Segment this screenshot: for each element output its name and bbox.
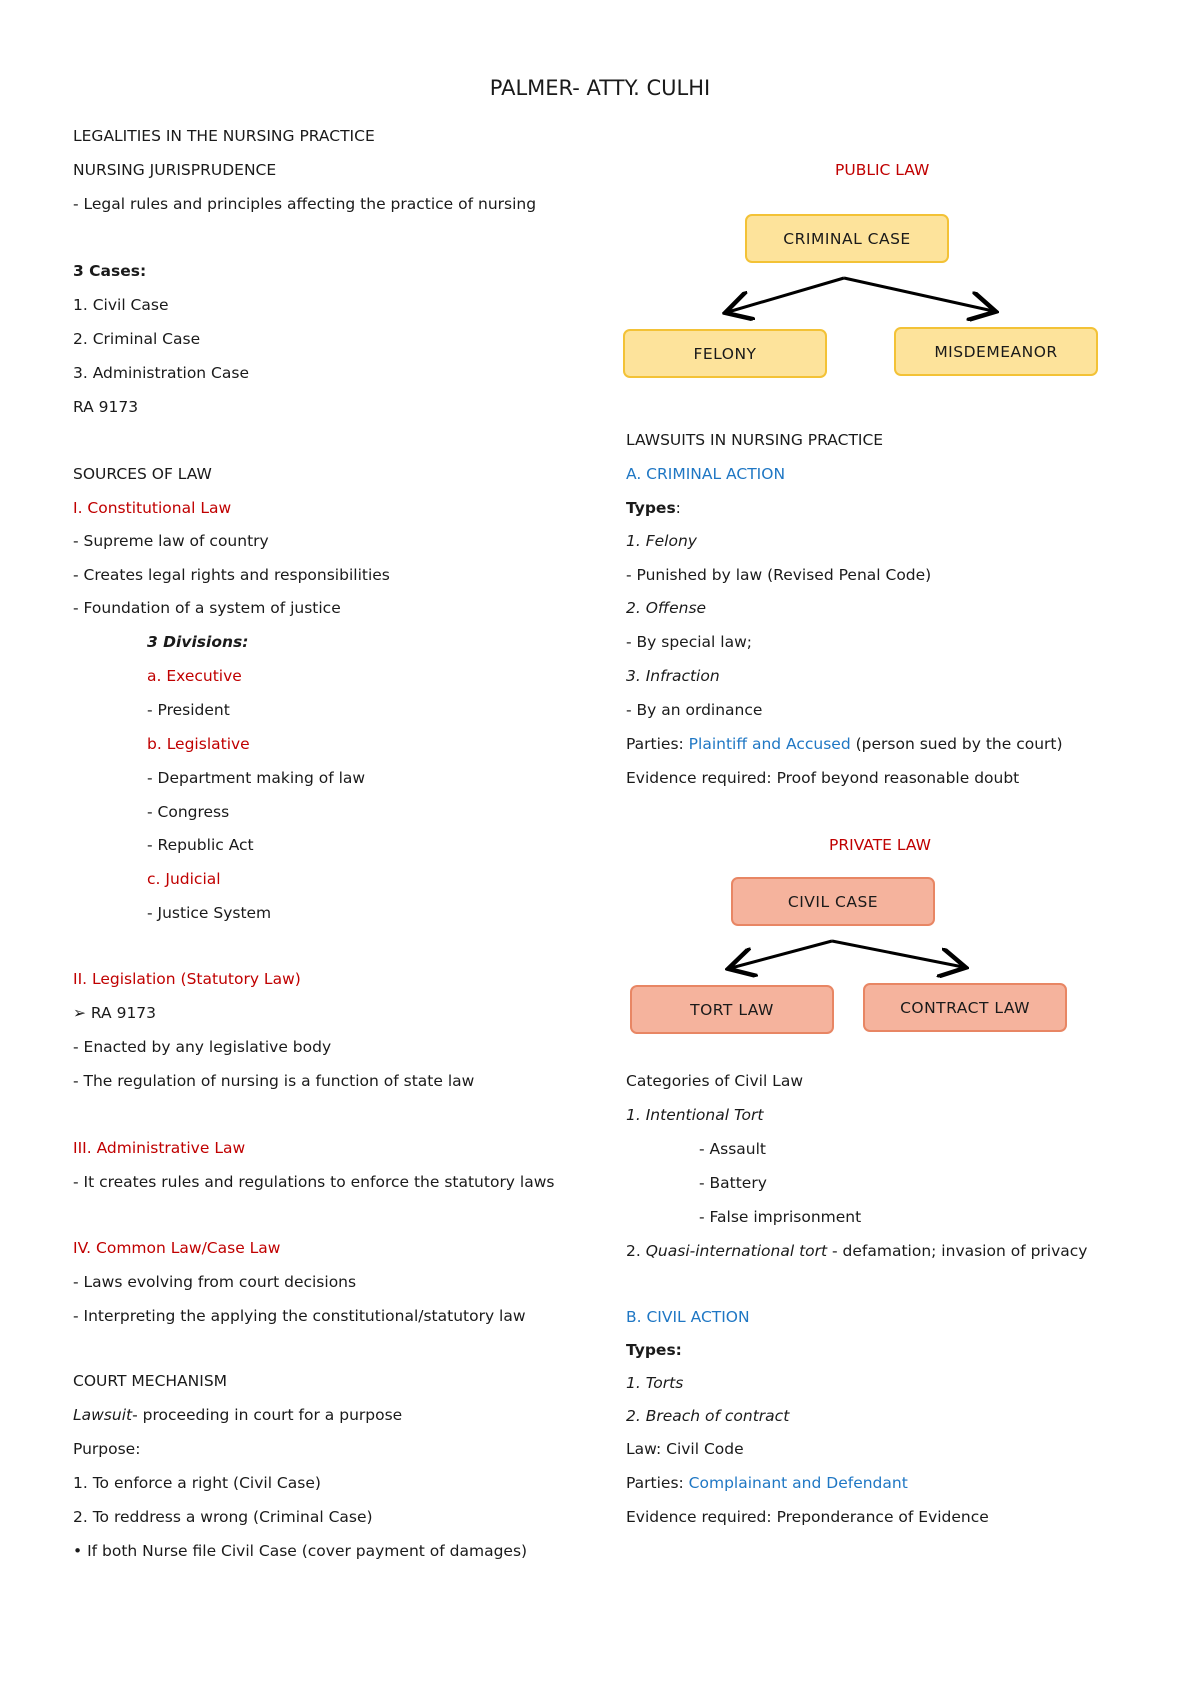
legislation-point: - The regulation of nursing is a function of state law [73,1072,475,1090]
type-infraction: 3. Infraction [626,667,720,685]
legislation-heading: II. Legislation (Statutory Law) [73,970,301,988]
contract-law-box: CONTRACT LAW [863,983,1067,1032]
law-label: Law: [626,1440,667,1458]
cases-title: 3 Cases: [73,262,147,280]
common-law-heading: IV. Common Law/Case Law [73,1239,281,1257]
parties-value: Complainant and Defendant [688,1474,908,1492]
divisions-title: 3 Divisions: [147,633,249,651]
type-felony: 1. Felony [626,532,697,550]
purpose-item: 1. To enforce a right (Civil Case) [73,1474,321,1492]
case-item: 3. Administration Case [73,364,249,382]
division-item: - Congress [147,803,230,821]
lawsuits-title: LAWSUITS IN NURSING PRACTICE [626,431,884,449]
constitutional-point: - Supreme law of country [73,532,269,550]
arrow-to-contract-law [832,941,963,967]
division-judicial: c. Judicial [147,870,221,888]
division-item: - Republic Act [147,836,254,854]
sources-title: SOURCES OF LAW [73,465,212,483]
constitutional-heading: I. Constitutional Law [73,499,232,517]
evidence-value: Preponderance of Evidence [776,1508,989,1526]
division-executive: a. Executive [147,667,242,685]
arrow-to-misdemeanor [844,278,993,311]
tort-item: - False imprisonment [699,1208,862,1226]
civil-action-heading: B. CIVIL ACTION [626,1308,750,1326]
common-law-point: - Interpreting the applying the constitutional/statutory law [73,1307,526,1325]
evidence-label: Evidence required: [626,1508,777,1526]
type-offense: 2. Offense [626,599,707,617]
evidence-value: Proof beyond reasonable doubt [776,769,1020,787]
legislation-point: ➢ RA 9173 [73,1004,157,1022]
civil-type-torts: 1. Torts [626,1374,684,1392]
types-colon: : [675,499,681,517]
evidence-label: Evidence required: [626,769,777,787]
division-legislative: b. Legislative [147,735,250,753]
common-law-point: - Laws evolving from court decisions [73,1273,357,1291]
division-item: - Justice System [147,904,272,922]
case-item: 1. Civil Case [73,296,169,314]
felony-box: FELONY [623,329,827,378]
quasi-desc: - defamation; invasion of privacy [827,1242,1088,1260]
parties-note: (person sued by the court) [850,735,1063,753]
tort-law-box: TORT LAW [630,985,834,1034]
parties-value: Plaintiff and Accused [688,735,851,753]
type-desc: - By special law; [626,633,752,651]
administrative-heading: III. Administrative Law [73,1139,246,1157]
division-item: - Department making of law [147,769,366,787]
jurisprudence-definition: - Legal rules and principles affecting the practice of nursing [73,195,537,213]
administrative-point: - It creates rules and regulations to enforce the statutory laws [73,1173,555,1191]
case-item: 2. Criminal Case [73,330,201,348]
lawsuit-term: Lawsuit [73,1406,133,1424]
constitutional-point: - Creates legal rights and responsibilities [73,566,390,584]
tort-item: - Assault [699,1140,766,1158]
public-law-label: PUBLIC LAW [835,161,930,179]
heading-jurisprudence: NURSING JURISPRUDENCE [73,161,277,179]
law-value: Civil Code [666,1440,744,1458]
tort-item: - Battery [699,1174,767,1192]
categories-heading: Categories of Civil Law [626,1072,803,1090]
purpose-item: 2. To reddress a wrong (Criminal Case) [73,1508,373,1526]
page-title: PALMER- ATTY. CULHI [489,76,711,100]
constitutional-point: - Foundation of a system of justice [73,599,341,617]
quasi-term: Quasi-international tort [645,1242,828,1260]
type-desc: - By an ordinance [626,701,763,719]
type-desc: - Punished by law (Revised Penal Code) [626,566,932,584]
civil-types: Types: [626,1341,682,1359]
legislation-point: - Enacted by any legislative body [73,1038,332,1056]
court-heading: COURT MECHANISM [73,1372,228,1390]
criminal-case-box: CRIMINAL CASE [745,214,949,263]
division-item: - President [147,701,230,719]
quasi-num: 2. [626,1242,646,1260]
lawsuit-def: - proceeding in court for a purpose [132,1406,403,1424]
parties-label: Parties: [626,1474,689,1492]
purpose-item: • If both Nurse file Civil Case (cover payment of damages) [73,1542,528,1560]
civil-case-box: CIVIL CASE [731,877,935,926]
purpose-label: Purpose: [73,1440,141,1458]
criminal-action-heading: A. CRIMINAL ACTION [626,465,786,483]
heading-legalities: LEGALITIES IN THE NURSING PRACTICE [73,127,375,145]
misdemeanor-box: MISDEMEANOR [894,327,1098,376]
arrow-to-felony [728,278,844,312]
private-law-label: PRIVATE LAW [829,836,931,854]
intentional-tort: 1. Intentional Tort [626,1106,764,1124]
arrow-to-tort-law [731,941,832,968]
types-label: Types [626,499,676,517]
case-item: RA 9173 [73,398,139,416]
civil-type-breach: 2. Breach of contract [626,1407,790,1425]
parties-label: Parties: [626,735,689,753]
